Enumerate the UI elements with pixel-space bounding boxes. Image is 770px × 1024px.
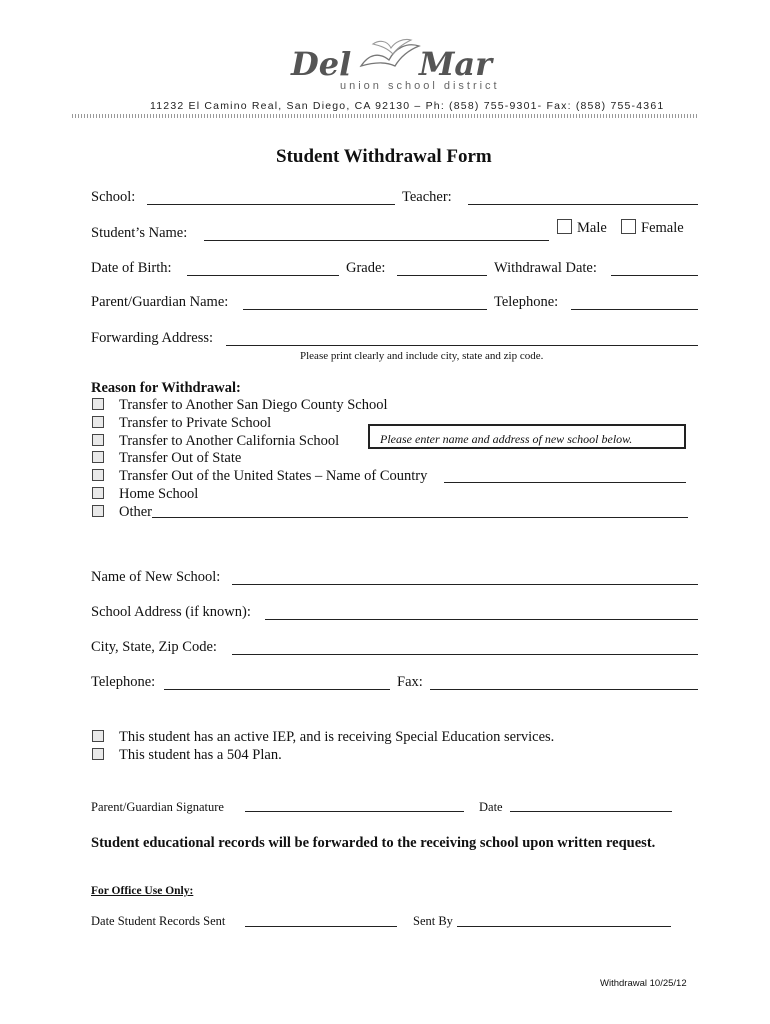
signature-date-field[interactable] <box>510 811 672 812</box>
grade-label: Grade: <box>346 260 386 276</box>
forwarding-label: Forwarding Address: <box>91 330 214 346</box>
reason-checkbox-out-of-us[interactable] <box>92 469 104 481</box>
student-name-label: Student’s Name: <box>91 225 188 241</box>
forwarding-note: Please print clearly and include city, state and zip code. <box>300 350 544 362</box>
reason-checkbox-out-of-state[interactable] <box>92 451 104 463</box>
new-school-callout <box>368 424 686 449</box>
district-address: 11232 El Camino Real, San Diego, CA 92130 – Ph: (858) 755-9301- Fax: (858) 755-4361 <box>150 100 665 112</box>
reason-label-other: Other <box>119 504 153 520</box>
reason-label-out-of-us: Transfer Out of the United States – Name of Country <box>119 468 428 484</box>
sent-by-field[interactable] <box>457 926 671 927</box>
school-field[interactable] <box>147 204 395 205</box>
country-field[interactable] <box>444 482 686 483</box>
signature-date-label: Date <box>479 800 503 814</box>
logo-del-text: Del <box>291 45 352 83</box>
parent-label: Parent/Guardian Name: <box>91 294 229 310</box>
telephone-field[interactable] <box>571 309 698 310</box>
student-name-field[interactable] <box>204 240 549 241</box>
signature-label: Parent/Guardian Signature <box>91 800 224 814</box>
male-label: Male <box>577 220 607 236</box>
new-school-address-field[interactable] <box>265 619 698 620</box>
reason-heading: Reason for Withdrawal: <box>91 380 241 396</box>
records-notice: Student educational records will be forwarded to the receiving school upon written request. <box>91 835 656 851</box>
new-school-fax-label: Fax: <box>397 674 423 690</box>
parent-field[interactable] <box>243 309 487 310</box>
telephone-label: Telephone: <box>494 294 559 310</box>
teacher-label: Teacher: <box>402 189 452 205</box>
new-school-city-label: City, State, Zip Code: <box>91 639 217 655</box>
new-school-telephone-label: Telephone: <box>91 674 156 690</box>
form-title: Student Withdrawal Form <box>276 146 492 167</box>
new-school-telephone-field[interactable] <box>164 689 390 690</box>
teacher-field[interactable] <box>468 204 698 205</box>
records-sent-field[interactable] <box>245 926 397 927</box>
sent-by-label: Sent By <box>413 914 453 928</box>
plan504-label: This student has a 504 Plan. <box>119 747 282 763</box>
reason-label-private: Transfer to Private School <box>119 415 272 431</box>
dob-label: Date of Birth: <box>91 260 172 276</box>
new-school-address-label: School Address (if known): <box>91 604 251 620</box>
school-label: School: <box>91 189 136 205</box>
male-checkbox[interactable] <box>557 219 572 234</box>
iep-checkbox[interactable] <box>92 730 104 742</box>
reason-label-sd-county: Transfer to Another San Diego County School <box>119 397 388 413</box>
reason-label-california: Transfer to Another California School <box>119 433 340 449</box>
dob-field[interactable] <box>187 275 339 276</box>
grade-field[interactable] <box>397 275 487 276</box>
forwarding-field[interactable] <box>226 345 698 346</box>
header-divider <box>72 114 698 118</box>
reason-label-home-school: Home School <box>119 486 199 502</box>
female-label: Female <box>641 220 684 236</box>
new-school-city-field[interactable] <box>232 654 698 655</box>
seagull-icon <box>355 36 425 80</box>
reason-checkbox-other[interactable] <box>92 505 104 517</box>
new-school-name-field[interactable] <box>232 584 698 585</box>
reason-checkbox-sd-county[interactable] <box>92 398 104 410</box>
district-name: union school district <box>340 80 500 92</box>
plan504-checkbox[interactable] <box>92 748 104 760</box>
reason-checkbox-home-school[interactable] <box>92 487 104 499</box>
callout-text: Please enter name and address of new school below. <box>380 432 633 446</box>
reason-checkbox-private[interactable] <box>92 416 104 428</box>
reason-label-out-of-state: Transfer Out of State <box>119 450 242 466</box>
new-school-fax-field[interactable] <box>430 689 698 690</box>
logo-mar-text: Mar <box>419 45 493 83</box>
iep-label: This student has an active IEP, and is receiving Special Education services. <box>119 729 555 745</box>
reason-checkbox-california[interactable] <box>92 434 104 446</box>
new-school-name-label: Name of New School: <box>91 569 221 585</box>
withdrawal-date-label: Withdrawal Date: <box>494 260 597 276</box>
records-sent-label: Date Student Records Sent <box>91 914 226 928</box>
office-heading: For Office Use Only: <box>91 885 194 897</box>
female-checkbox[interactable] <box>621 219 636 234</box>
form-version: Withdrawal 10/25/12 <box>600 978 687 989</box>
withdrawal-date-field[interactable] <box>611 275 698 276</box>
other-field[interactable] <box>152 517 688 518</box>
signature-field[interactable] <box>245 811 464 812</box>
